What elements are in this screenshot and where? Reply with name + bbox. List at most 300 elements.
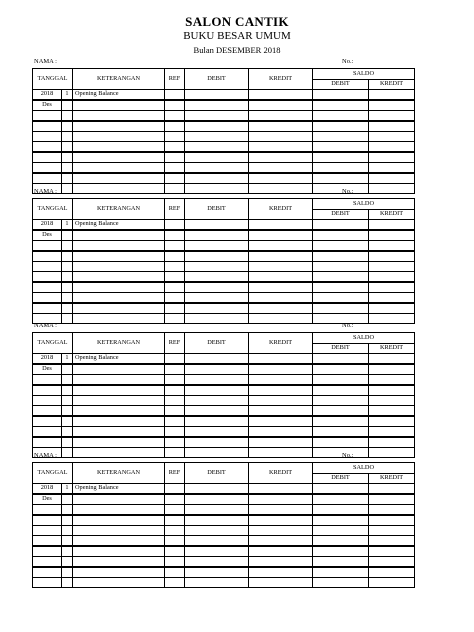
debit-cell[interactable] (185, 557, 249, 568)
ref-cell[interactable] (165, 173, 185, 184)
saldo-debit-cell[interactable] (313, 142, 369, 153)
debit-cell[interactable] (185, 354, 249, 365)
description-cell[interactable]: Opening Balance (73, 90, 165, 101)
ref-cell[interactable] (165, 132, 185, 142)
debit-cell[interactable] (185, 152, 249, 163)
ref-cell[interactable] (165, 505, 185, 516)
ref-cell[interactable] (165, 354, 185, 365)
ref-cell[interactable] (165, 515, 185, 526)
saldo-debit-cell[interactable] (313, 293, 369, 304)
date-cell[interactable] (33, 375, 62, 386)
ref-cell[interactable] (165, 111, 185, 122)
day-cell[interactable] (62, 396, 73, 406)
description-cell[interactable] (73, 251, 165, 262)
date-cell[interactable] (33, 163, 62, 174)
day-cell[interactable] (62, 437, 73, 448)
kredit-cell[interactable] (249, 142, 313, 153)
date-cell[interactable] (33, 416, 62, 427)
day-cell[interactable] (62, 546, 73, 557)
saldo-debit-cell[interactable] (313, 251, 369, 262)
ref-cell[interactable] (165, 494, 185, 505)
debit-cell[interactable] (185, 303, 249, 314)
debit-cell[interactable] (185, 173, 249, 184)
debit-cell[interactable] (185, 505, 249, 516)
day-cell[interactable]: 1 (62, 484, 73, 495)
kredit-cell[interactable] (249, 163, 313, 174)
day-cell[interactable] (62, 526, 73, 536)
ref-cell[interactable] (165, 293, 185, 304)
saldo-kredit-cell[interactable] (369, 293, 415, 304)
kredit-cell[interactable] (249, 406, 313, 417)
date-cell[interactable] (33, 515, 62, 526)
description-cell[interactable] (73, 416, 165, 427)
saldo-debit-cell[interactable] (313, 536, 369, 547)
kredit-cell[interactable] (249, 152, 313, 163)
month-cell[interactable]: Des (33, 494, 62, 505)
saldo-kredit-cell[interactable] (369, 163, 415, 174)
kredit-cell[interactable] (249, 484, 313, 495)
date-cell[interactable] (33, 526, 62, 536)
day-cell[interactable]: 1 (62, 90, 73, 101)
debit-cell[interactable] (185, 406, 249, 417)
ref-cell[interactable] (165, 262, 185, 272)
date-cell[interactable] (33, 406, 62, 417)
kredit-cell[interactable] (249, 375, 313, 386)
month-cell[interactable]: Des (33, 100, 62, 111)
saldo-debit-cell[interactable] (313, 282, 369, 293)
day-cell[interactable] (62, 494, 73, 505)
ref-cell[interactable] (165, 578, 185, 588)
table-row (33, 375, 415, 386)
ref-cell[interactable] (165, 364, 185, 375)
debit-cell[interactable] (185, 230, 249, 241)
saldo-kredit-cell[interactable] (369, 578, 415, 588)
day-cell[interactable] (62, 262, 73, 272)
description-cell[interactable] (73, 111, 165, 122)
ref-cell[interactable] (165, 282, 185, 293)
debit-cell[interactable] (185, 416, 249, 427)
debit-cell[interactable] (185, 251, 249, 262)
description-cell[interactable] (73, 303, 165, 314)
description-cell[interactable] (73, 515, 165, 526)
ref-cell[interactable] (165, 163, 185, 174)
debit-cell[interactable] (185, 526, 249, 536)
saldo-debit-cell[interactable] (313, 220, 369, 231)
description-cell[interactable] (73, 100, 165, 111)
day-cell[interactable] (62, 375, 73, 386)
date-cell[interactable] (33, 132, 62, 142)
col-saldo-debit: DEBIT (313, 344, 369, 354)
ref-cell[interactable] (165, 375, 185, 386)
day-cell[interactable] (62, 406, 73, 417)
day-cell[interactable] (62, 121, 73, 132)
debit-cell[interactable] (185, 142, 249, 153)
day-cell[interactable] (62, 142, 73, 153)
date-cell[interactable] (33, 303, 62, 314)
ref-cell[interactable] (165, 220, 185, 231)
debit-cell[interactable] (185, 272, 249, 283)
debit-cell[interactable] (185, 546, 249, 557)
ref-cell[interactable] (165, 385, 185, 396)
ref-cell[interactable] (165, 416, 185, 427)
debit-cell[interactable] (185, 396, 249, 406)
ref-cell[interactable] (165, 546, 185, 557)
table-row (33, 427, 415, 438)
saldo-debit-cell[interactable] (313, 557, 369, 568)
saldo-kredit-cell[interactable] (369, 142, 415, 153)
debit-cell[interactable] (185, 567, 249, 578)
saldo-kredit-cell[interactable] (369, 375, 415, 386)
saldo-kredit-cell[interactable] (369, 111, 415, 122)
day-cell[interactable] (62, 173, 73, 184)
saldo-kredit-cell[interactable] (369, 546, 415, 557)
saldo-debit-cell[interactable] (313, 173, 369, 184)
debit-cell[interactable] (185, 494, 249, 505)
day-cell[interactable] (62, 251, 73, 262)
saldo-debit-cell[interactable] (313, 578, 369, 588)
description-cell[interactable] (73, 293, 165, 304)
day-cell[interactable] (62, 241, 73, 252)
ref-cell[interactable] (165, 100, 185, 111)
kredit-cell[interactable] (249, 505, 313, 516)
saldo-kredit-cell[interactable] (369, 427, 415, 438)
kredit-cell[interactable] (249, 132, 313, 142)
kredit-cell[interactable] (249, 303, 313, 314)
day-cell[interactable] (62, 230, 73, 241)
ref-cell[interactable] (165, 121, 185, 132)
ref-cell[interactable] (165, 557, 185, 568)
saldo-debit-cell[interactable] (313, 484, 369, 495)
description-cell[interactable] (73, 142, 165, 153)
saldo-kredit-cell[interactable] (369, 220, 415, 231)
debit-cell[interactable] (185, 90, 249, 101)
ref-cell[interactable] (165, 230, 185, 241)
description-cell[interactable]: Opening Balance (73, 220, 165, 231)
saldo-kredit-cell[interactable] (369, 121, 415, 132)
kredit-cell[interactable] (249, 251, 313, 262)
debit-cell[interactable] (185, 484, 249, 495)
saldo-kredit-cell[interactable] (369, 494, 415, 505)
month-cell[interactable]: Des (33, 364, 62, 375)
year-cell[interactable]: 2018 (33, 484, 62, 495)
saldo-debit-cell[interactable] (313, 505, 369, 516)
description-cell[interactable] (73, 282, 165, 293)
debit-cell[interactable] (185, 241, 249, 252)
ref-cell[interactable] (165, 272, 185, 283)
saldo-kredit-cell[interactable] (369, 437, 415, 448)
saldo-debit-cell[interactable] (313, 526, 369, 536)
description-cell[interactable] (73, 364, 165, 375)
saldo-kredit-cell[interactable] (369, 262, 415, 272)
day-cell[interactable] (62, 293, 73, 304)
saldo-debit-cell[interactable] (313, 364, 369, 375)
description-cell[interactable] (73, 546, 165, 557)
saldo-kredit-cell[interactable] (369, 385, 415, 396)
debit-cell[interactable] (185, 132, 249, 142)
date-cell[interactable] (33, 241, 62, 252)
date-cell[interactable] (33, 173, 62, 184)
date-cell[interactable] (33, 262, 62, 272)
saldo-debit-cell[interactable] (313, 272, 369, 283)
col-tanggal: TANGGAL (33, 333, 73, 354)
debit-cell[interactable] (185, 111, 249, 122)
saldo-debit-cell[interactable] (313, 437, 369, 448)
ref-cell[interactable] (165, 406, 185, 417)
saldo-kredit-cell[interactable] (369, 303, 415, 314)
description-cell[interactable] (73, 230, 165, 241)
kredit-cell[interactable] (249, 272, 313, 283)
kredit-cell[interactable] (249, 546, 313, 557)
date-cell[interactable] (33, 505, 62, 516)
kredit-cell[interactable] (249, 536, 313, 547)
debit-cell[interactable] (185, 427, 249, 438)
date-cell[interactable] (33, 396, 62, 406)
kredit-cell[interactable] (249, 230, 313, 241)
kredit-cell[interactable] (249, 173, 313, 184)
kredit-cell[interactable] (249, 100, 313, 111)
debit-cell[interactable] (185, 515, 249, 526)
date-cell[interactable] (33, 437, 62, 448)
description-cell[interactable] (73, 526, 165, 536)
date-cell[interactable] (33, 282, 62, 293)
date-cell[interactable] (33, 272, 62, 283)
saldo-kredit-cell[interactable] (369, 90, 415, 101)
kredit-cell[interactable] (249, 526, 313, 536)
day-cell[interactable]: 1 (62, 354, 73, 365)
saldo-debit-cell[interactable] (313, 111, 369, 122)
saldo-debit-cell[interactable] (313, 354, 369, 365)
description-cell[interactable] (73, 536, 165, 547)
year-cell[interactable]: 2018 (33, 220, 62, 231)
day-cell[interactable] (62, 272, 73, 283)
debit-cell[interactable] (185, 220, 249, 231)
saldo-kredit-cell[interactable] (369, 230, 415, 241)
saldo-kredit-cell[interactable] (369, 100, 415, 111)
saldo-kredit-cell[interactable] (369, 132, 415, 142)
kredit-cell[interactable] (249, 293, 313, 304)
saldo-debit-cell[interactable] (313, 100, 369, 111)
saldo-debit-cell[interactable] (313, 230, 369, 241)
description-cell[interactable] (73, 567, 165, 578)
day-cell[interactable] (62, 132, 73, 142)
saldo-debit-cell[interactable] (313, 303, 369, 314)
ref-cell[interactable] (165, 251, 185, 262)
description-cell[interactable] (73, 121, 165, 132)
description-cell[interactable]: Opening Balance (73, 354, 165, 365)
saldo-debit-cell[interactable] (313, 262, 369, 272)
description-cell[interactable] (73, 437, 165, 448)
saldo-debit-cell[interactable] (313, 241, 369, 252)
saldo-kredit-cell[interactable] (369, 567, 415, 578)
debit-cell[interactable] (185, 437, 249, 448)
saldo-debit-cell[interactable] (313, 385, 369, 396)
date-cell[interactable] (33, 427, 62, 438)
date-cell[interactable] (33, 251, 62, 262)
description-cell[interactable] (73, 132, 165, 142)
day-cell[interactable] (62, 364, 73, 375)
saldo-kredit-cell[interactable] (369, 406, 415, 417)
description-cell[interactable] (73, 557, 165, 568)
date-cell[interactable] (33, 536, 62, 547)
saldo-kredit-cell[interactable] (369, 173, 415, 184)
saldo-kredit-cell[interactable] (369, 526, 415, 536)
year-cell[interactable]: 2018 (33, 90, 62, 101)
day-cell[interactable] (62, 100, 73, 111)
saldo-debit-cell[interactable] (313, 567, 369, 578)
saldo-debit-cell[interactable] (313, 396, 369, 406)
description-cell[interactable] (73, 494, 165, 505)
day-cell[interactable] (62, 505, 73, 516)
kredit-cell[interactable] (249, 111, 313, 122)
ref-cell[interactable] (165, 437, 185, 448)
saldo-debit-cell[interactable] (313, 406, 369, 417)
saldo-kredit-cell[interactable] (369, 152, 415, 163)
date-cell[interactable] (33, 111, 62, 122)
date-cell[interactable] (33, 152, 62, 163)
description-cell[interactable] (73, 272, 165, 283)
debit-cell[interactable] (185, 385, 249, 396)
kredit-cell[interactable] (249, 515, 313, 526)
ref-cell[interactable] (165, 567, 185, 578)
day-cell[interactable]: 1 (62, 220, 73, 231)
debit-cell[interactable] (185, 262, 249, 272)
kredit-cell[interactable] (249, 262, 313, 272)
kredit-cell[interactable] (249, 437, 313, 448)
day-cell[interactable] (62, 427, 73, 438)
saldo-debit-cell[interactable] (313, 132, 369, 142)
saldo-kredit-cell[interactable] (369, 272, 415, 283)
description-cell[interactable] (73, 163, 165, 174)
day-cell[interactable] (62, 303, 73, 314)
saldo-kredit-cell[interactable] (369, 396, 415, 406)
debit-cell[interactable] (185, 293, 249, 304)
day-cell[interactable] (62, 416, 73, 427)
day-cell[interactable] (62, 567, 73, 578)
day-cell[interactable] (62, 557, 73, 568)
kredit-cell[interactable] (249, 396, 313, 406)
kredit-cell[interactable] (249, 241, 313, 252)
date-cell[interactable] (33, 567, 62, 578)
ref-cell[interactable] (165, 303, 185, 314)
debit-cell[interactable] (185, 100, 249, 111)
day-cell[interactable] (62, 282, 73, 293)
ref-cell[interactable] (165, 427, 185, 438)
day-cell[interactable] (62, 163, 73, 174)
saldo-kredit-cell[interactable] (369, 364, 415, 375)
debit-cell[interactable] (185, 364, 249, 375)
debit-cell[interactable] (185, 282, 249, 293)
description-cell[interactable] (73, 427, 165, 438)
kredit-cell[interactable] (249, 220, 313, 231)
day-cell[interactable] (62, 578, 73, 588)
kredit-cell[interactable] (249, 385, 313, 396)
date-cell[interactable] (33, 293, 62, 304)
saldo-debit-cell[interactable] (313, 375, 369, 386)
saldo-kredit-cell[interactable] (369, 251, 415, 262)
ref-cell[interactable] (165, 90, 185, 101)
kredit-cell[interactable] (249, 282, 313, 293)
description-cell[interactable] (73, 241, 165, 252)
kredit-cell[interactable] (249, 427, 313, 438)
description-cell[interactable] (73, 262, 165, 272)
saldo-kredit-cell[interactable] (369, 557, 415, 568)
debit-cell[interactable] (185, 121, 249, 132)
date-cell[interactable] (33, 578, 62, 588)
kredit-cell[interactable] (249, 364, 313, 375)
kredit-cell[interactable] (249, 416, 313, 427)
description-cell[interactable] (73, 396, 165, 406)
kredit-cell[interactable] (249, 90, 313, 101)
saldo-kredit-cell[interactable] (369, 354, 415, 365)
kredit-cell[interactable] (249, 494, 313, 505)
description-cell[interactable] (73, 406, 165, 417)
kredit-cell[interactable] (249, 557, 313, 568)
description-cell[interactable] (73, 505, 165, 516)
saldo-kredit-cell[interactable] (369, 416, 415, 427)
kredit-cell[interactable] (249, 121, 313, 132)
description-cell[interactable] (73, 152, 165, 163)
saldo-kredit-cell[interactable] (369, 536, 415, 547)
saldo-debit-cell[interactable] (313, 515, 369, 526)
day-cell[interactable] (62, 152, 73, 163)
description-cell[interactable] (73, 578, 165, 588)
date-cell[interactable] (33, 142, 62, 153)
kredit-cell[interactable] (249, 354, 313, 365)
date-cell[interactable] (33, 121, 62, 132)
ref-cell[interactable] (165, 142, 185, 153)
saldo-debit-cell[interactable] (313, 163, 369, 174)
ref-cell[interactable] (165, 536, 185, 547)
description-cell[interactable] (73, 173, 165, 184)
date-cell[interactable] (33, 546, 62, 557)
debit-cell[interactable] (185, 375, 249, 386)
description-cell[interactable] (73, 385, 165, 396)
date-cell[interactable] (33, 557, 62, 568)
ref-cell[interactable] (165, 152, 185, 163)
day-cell[interactable] (62, 536, 73, 547)
year-cell[interactable]: 2018 (33, 354, 62, 365)
ref-cell[interactable] (165, 241, 185, 252)
saldo-debit-cell[interactable] (313, 152, 369, 163)
month-cell[interactable]: Des (33, 230, 62, 241)
saldo-debit-cell[interactable] (313, 121, 369, 132)
description-cell[interactable]: Opening Balance (73, 484, 165, 495)
day-cell[interactable] (62, 111, 73, 122)
date-cell[interactable] (33, 385, 62, 396)
saldo-kredit-cell[interactable] (369, 241, 415, 252)
saldo-kredit-cell[interactable] (369, 505, 415, 516)
saldo-debit-cell[interactable] (313, 416, 369, 427)
saldo-debit-cell[interactable] (313, 546, 369, 557)
kredit-cell[interactable] (249, 567, 313, 578)
ref-cell[interactable] (165, 484, 185, 495)
saldo-kredit-cell[interactable] (369, 282, 415, 293)
saldo-kredit-cell[interactable] (369, 515, 415, 526)
description-cell[interactable] (73, 375, 165, 386)
ref-cell[interactable] (165, 526, 185, 536)
saldo-kredit-cell[interactable] (369, 484, 415, 495)
day-cell[interactable] (62, 515, 73, 526)
saldo-debit-cell[interactable] (313, 427, 369, 438)
debit-cell[interactable] (185, 578, 249, 588)
kredit-cell[interactable] (249, 578, 313, 588)
debit-cell[interactable] (185, 536, 249, 547)
ref-cell[interactable] (165, 396, 185, 406)
saldo-debit-cell[interactable] (313, 90, 369, 101)
day-cell[interactable] (62, 385, 73, 396)
saldo-debit-cell[interactable] (313, 494, 369, 505)
debit-cell[interactable] (185, 163, 249, 174)
